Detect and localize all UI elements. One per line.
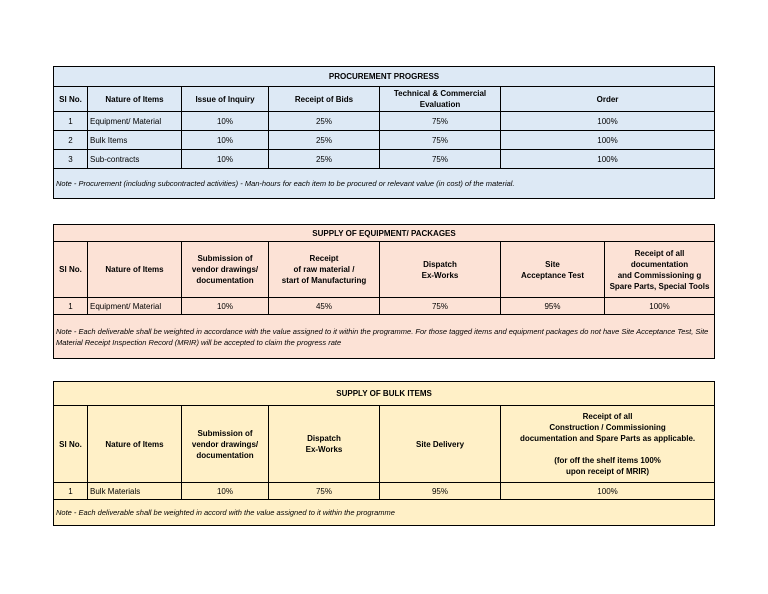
table-cell: 100% <box>501 131 715 150</box>
column-header: Receipt of Bids <box>269 87 380 112</box>
table-title: PROCUREMENT PROGRESS <box>54 67 715 87</box>
table-cell: 100% <box>501 483 715 500</box>
table-cell: 100% <box>501 112 715 131</box>
column-header: Order <box>501 87 715 112</box>
table-cell: 75% <box>269 483 380 500</box>
table-cell: 75% <box>380 150 501 169</box>
column-header: Nature of Items <box>88 87 182 112</box>
table-cell: Sub-contracts <box>88 150 182 169</box>
table-cell: Equipment/ Material <box>88 298 182 315</box>
table-note: Note - Procurement (including subcontracted activities) - Man-hours for each item to be procured or relevant value (in cost) of the material. <box>54 169 715 199</box>
table-title: SUPPLY OF BULK ITEMS <box>54 382 715 406</box>
table-row <box>54 483 715 500</box>
table-cell: 10% <box>182 131 269 150</box>
table-cell: 2 <box>54 131 88 150</box>
table-cell: 75% <box>380 298 501 315</box>
table-cell: Bulk Materials <box>88 483 182 500</box>
table-row <box>54 298 715 315</box>
column-header: Site Acceptance Test <box>501 242 605 298</box>
column-header: Dispatch Ex-Works <box>380 242 501 298</box>
table-cell: 10% <box>182 298 269 315</box>
column-header: Sl No. <box>54 87 88 112</box>
table-cell: 95% <box>501 298 605 315</box>
table-cell: 95% <box>380 483 501 500</box>
bulk-items-table <box>53 381 715 526</box>
column-header: Receipt of all documentation and Commissioning g Spare Parts, Special Tools <box>605 242 715 298</box>
table-cell: 3 <box>54 150 88 169</box>
table-title: SUPPLY OF EQUIPMENT/ PACKAGES <box>54 225 715 242</box>
column-header: Receipt of raw material / start of Manufacturing <box>269 242 380 298</box>
column-header: Sl No. <box>54 242 88 298</box>
column-header: Technical & Commercial Evaluation <box>380 87 501 112</box>
column-header: Receipt of all Construction / Commissioning documentation and Spare Parts as applicable. (for off the shelf items 100% upon receipt of MRIR) <box>501 406 715 483</box>
table-cell: Equipment/ Material <box>88 112 182 131</box>
column-header: Issue of Inquiry <box>182 87 269 112</box>
table-cell: Bulk Items <box>88 131 182 150</box>
table-cell: 75% <box>380 112 501 131</box>
column-header: Nature of Items <box>88 242 182 298</box>
table-cell: 25% <box>269 112 380 131</box>
table-row <box>54 131 715 150</box>
table-cell: 25% <box>269 150 380 169</box>
column-header: Nature of Items <box>88 406 182 483</box>
table-cell: 10% <box>182 483 269 500</box>
procurement-progress-table <box>53 66 715 199</box>
table-cell: 100% <box>605 298 715 315</box>
table-note: Note - Each deliverable shall be weighted in accordance with the value assigned to it within the programme. For those tagged items and equipment packages do not have Site Acceptance Test, Site Material Receipt Inspection Record (MRIR) will be accepted to claim the progress rate <box>54 315 715 359</box>
table-row <box>54 150 715 169</box>
column-header: Submission of vendor drawings/ documentation <box>182 242 269 298</box>
table-note: Note - Each deliverable shall be weighted in accord with the value assigned to it within the programme <box>54 500 715 526</box>
table-cell: 75% <box>380 131 501 150</box>
table-cell: 100% <box>501 150 715 169</box>
column-header: Dispatch Ex-Works <box>269 406 380 483</box>
table-cell: 45% <box>269 298 380 315</box>
column-header: Sl No. <box>54 406 88 483</box>
table-cell: 10% <box>182 112 269 131</box>
table-cell: 25% <box>269 131 380 150</box>
column-header: Submission of vendor drawings/ documentation <box>182 406 269 483</box>
table-row <box>54 112 715 131</box>
table-cell: 10% <box>182 150 269 169</box>
equipment-supply-table <box>53 224 715 359</box>
table-cell: 1 <box>54 298 88 315</box>
column-header: Site Delivery <box>380 406 501 483</box>
table-cell: 1 <box>54 112 88 131</box>
table-cell: 1 <box>54 483 88 500</box>
